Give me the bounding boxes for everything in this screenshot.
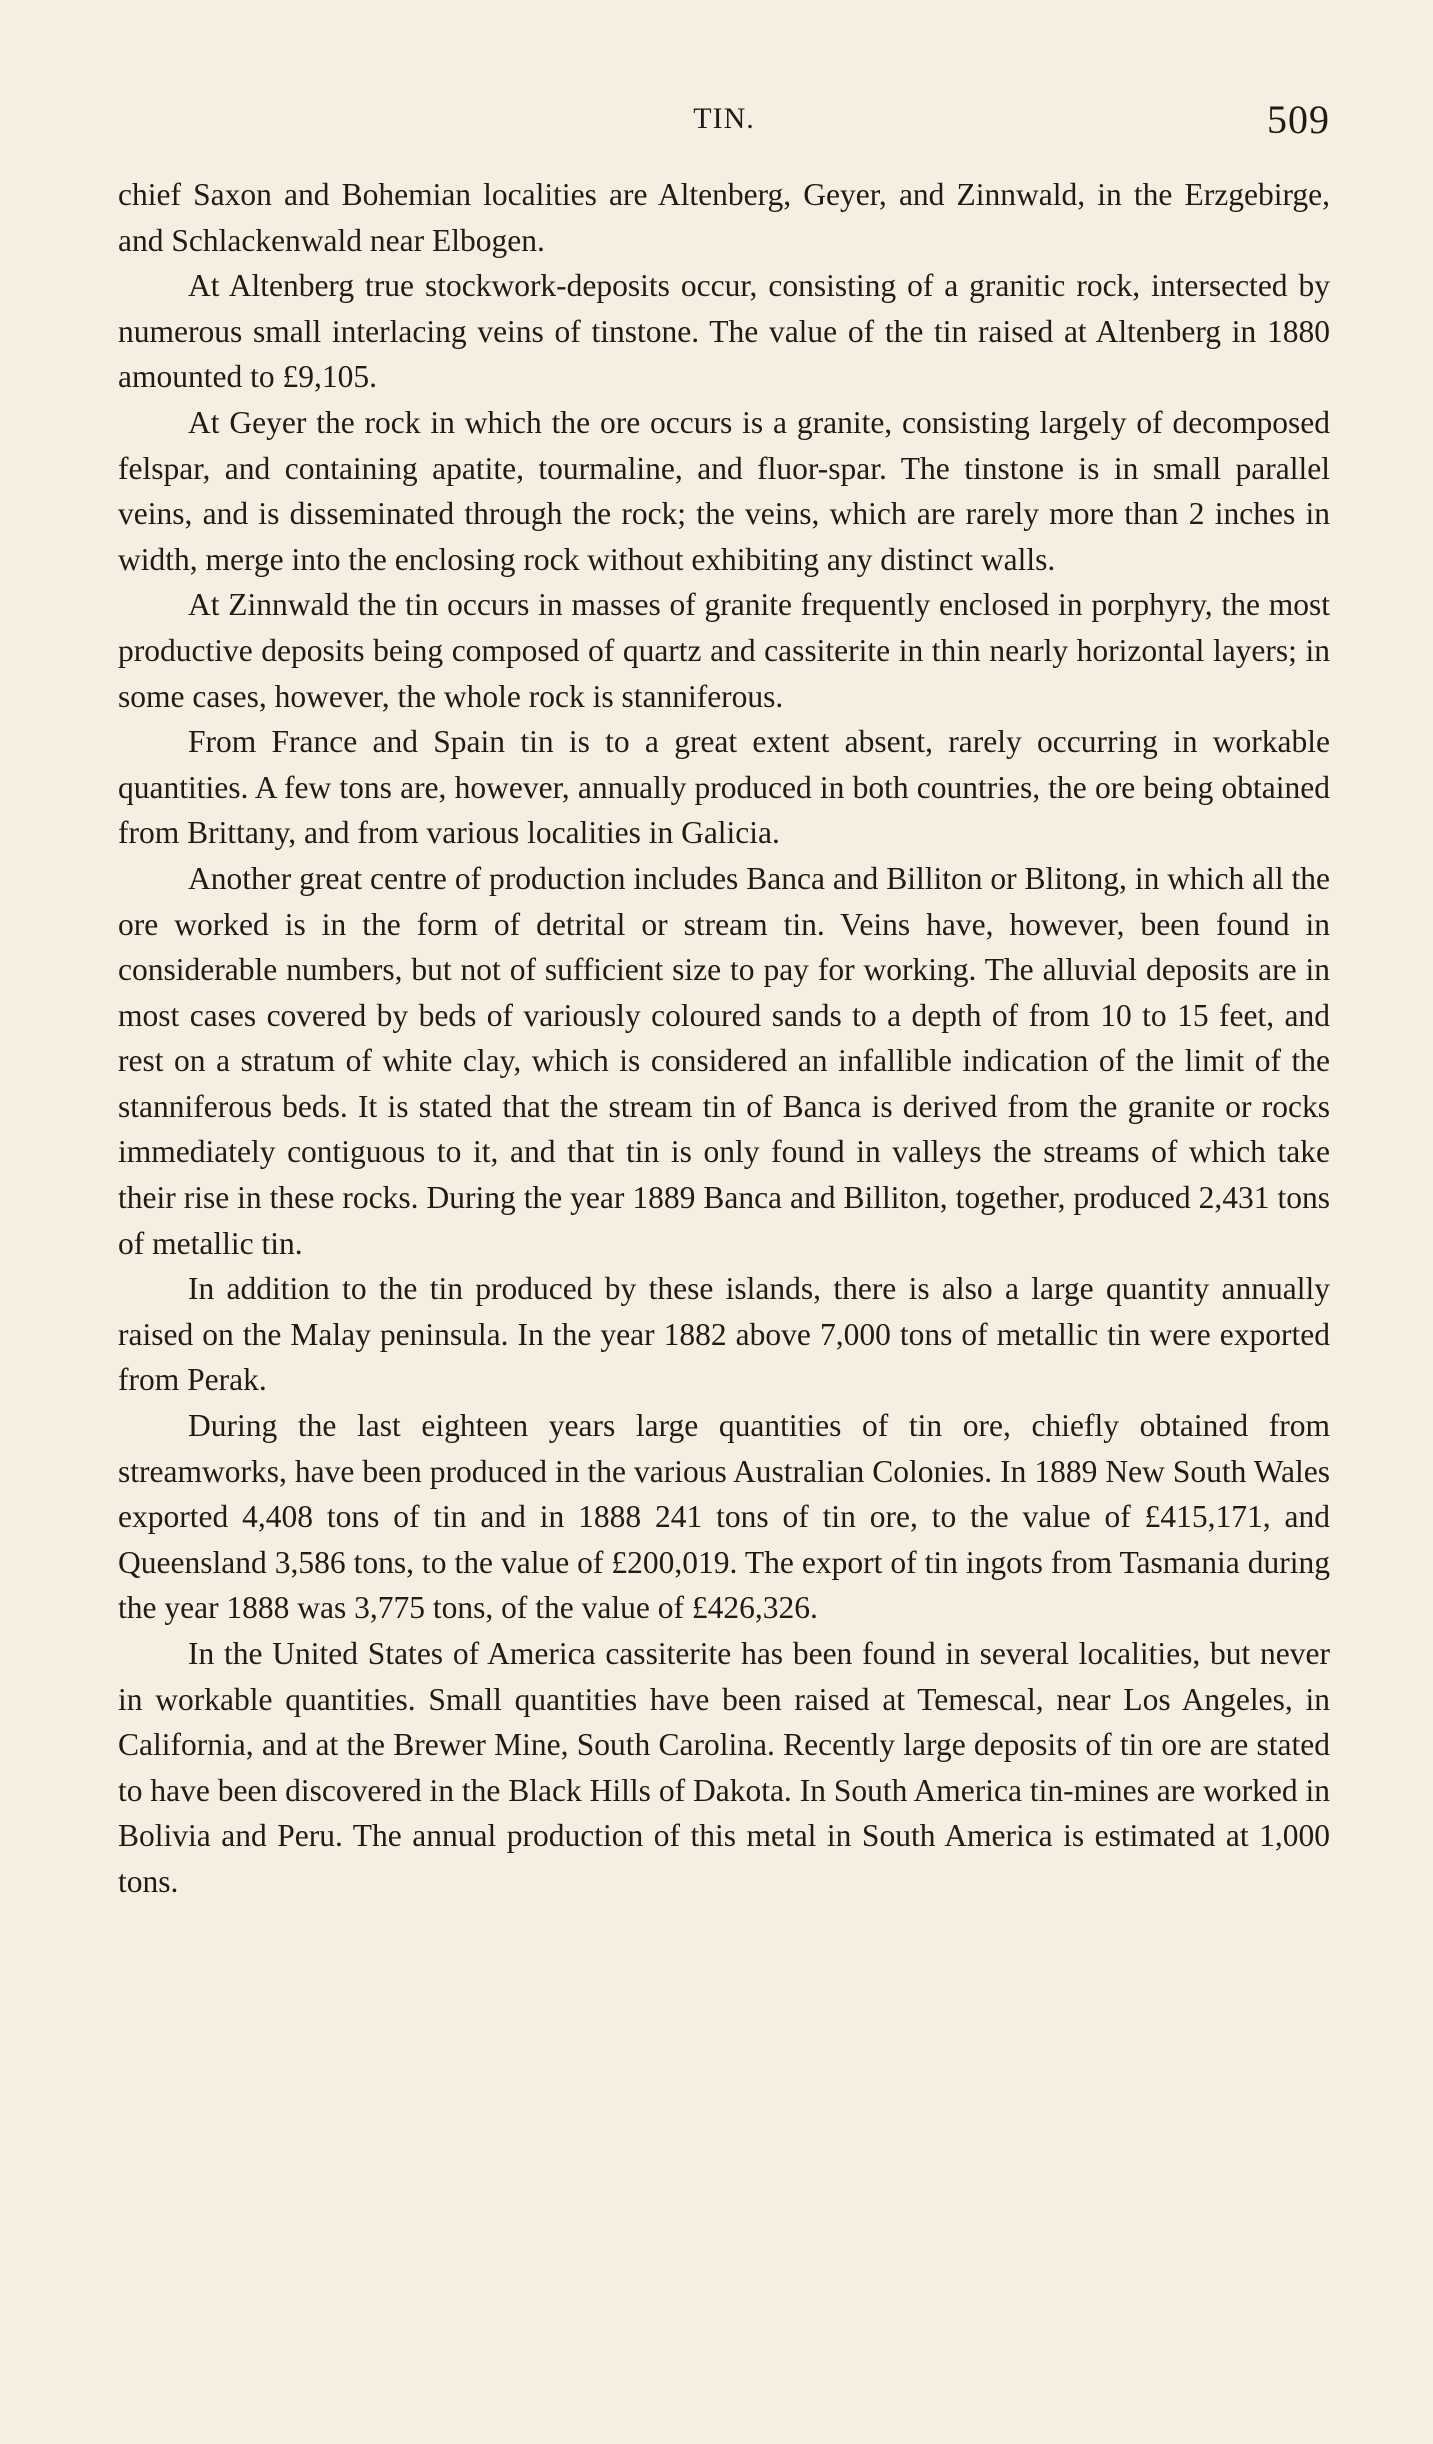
paragraph-banca-billiton: Another great centre of production includes Banca and Billiton or Blitong, in which all the ore worked is in the form of detrital or stream tin. Veins have, however, been found in considerable numbers, but not of sufficient size to pay for working. The alluvial deposits are in most cases covered by beds of variously coloured sands to a depth of from 10 to 15 feet, and rest on a stratum of white clay, which is considered an infallible indication of the limit of the stanniferous beds. It is stated that the stream tin of Banca is derived from the granite or rocks immediately contiguous to it, and that tin is only found in valleys the streams of which take their rise in these rocks. During the year 1889 Banca and Billiton, together, produced 2,431 tons of metallic tin. bbox=[118, 860, 1330, 1261]
paragraph-altenberg: At Altenberg true stockwork-deposits occur, consisting of a granitic rock, intersected by numerous small interlacing veins of tinstone. The value of the tin raised at Altenberg in 1880 amounted to £9,105. bbox=[118, 268, 1330, 395]
body-text bbox=[118, 172, 1330, 1905]
paragraph-france-spain: From France and Spain tin is to a great extent absent, rarely occurring in workable quantities. A few tons are, however, annually produced in both countries, the ore being obtained from Brittany, and from various localities in Galicia. bbox=[118, 724, 1330, 851]
paragraph-zinnwald: At Zinnwald the tin occurs in masses of granite frequently enclosed in porphyry, the most productive deposits being composed of quartz and cassiterite in thin nearly horizontal layers; in some cases, however, the whole rock is stanniferous. bbox=[118, 587, 1330, 714]
page-header bbox=[118, 96, 1330, 142]
paragraph-america: In the United States of America cassiterite has been found in several localities, but never in workable quantities. Small quantities have been raised at Temescal, near Los Angeles, in California, and at the Brewer Mine, South Carolina. Recently large deposits of tin ore are stated to have been discovered in the Black Hills of Dakota. In South America tin-mines are worked in Bolivia and Peru. The annual production of this metal in South America is estimated at 1,000 tons. bbox=[118, 1636, 1330, 1899]
paragraph-malay: In addition to the tin produced by these islands, there is also a large quantity annually raised on the Malay peninsula. In the year 1882 above 7,000 tons of metallic tin were exported from Perak. bbox=[118, 1271, 1330, 1398]
page-number: 509 bbox=[1267, 97, 1330, 142]
running-title: TIN. bbox=[693, 102, 755, 135]
paragraph-geyer: At Geyer the rock in which the ore occurs is a granite, consisting largely of decomposed felspar, and containing apatite, tourmaline, and fluor-spar. The tinstone is in small parallel veins, and is disseminated through the rock; the veins, which are rarely more than 2 inches in width, merge into the enclosing rock without exhibiting any distinct walls. bbox=[118, 404, 1330, 577]
paragraph-australia: During the last eighteen years large quantities of tin ore, chiefly obtained from streamworks, have been produced in the various Australian Colonies. In 1889 New South Wales exported 4,408 tons of tin and in 1888 241 tons of tin ore, to the value of £415,171, and Queensland 3,586 tons, to the value of £200,019. The export of tin ingots from Tasmania during the year 1888 was 3,775 tons, of the value of £426,326. bbox=[118, 1408, 1330, 1626]
paragraph-continuation: chief Saxon and Bohemian localities are Altenberg, Geyer, and Zinnwald, in the Erzgebirge, and Schlackenwald near Elbogen. bbox=[118, 177, 1330, 258]
